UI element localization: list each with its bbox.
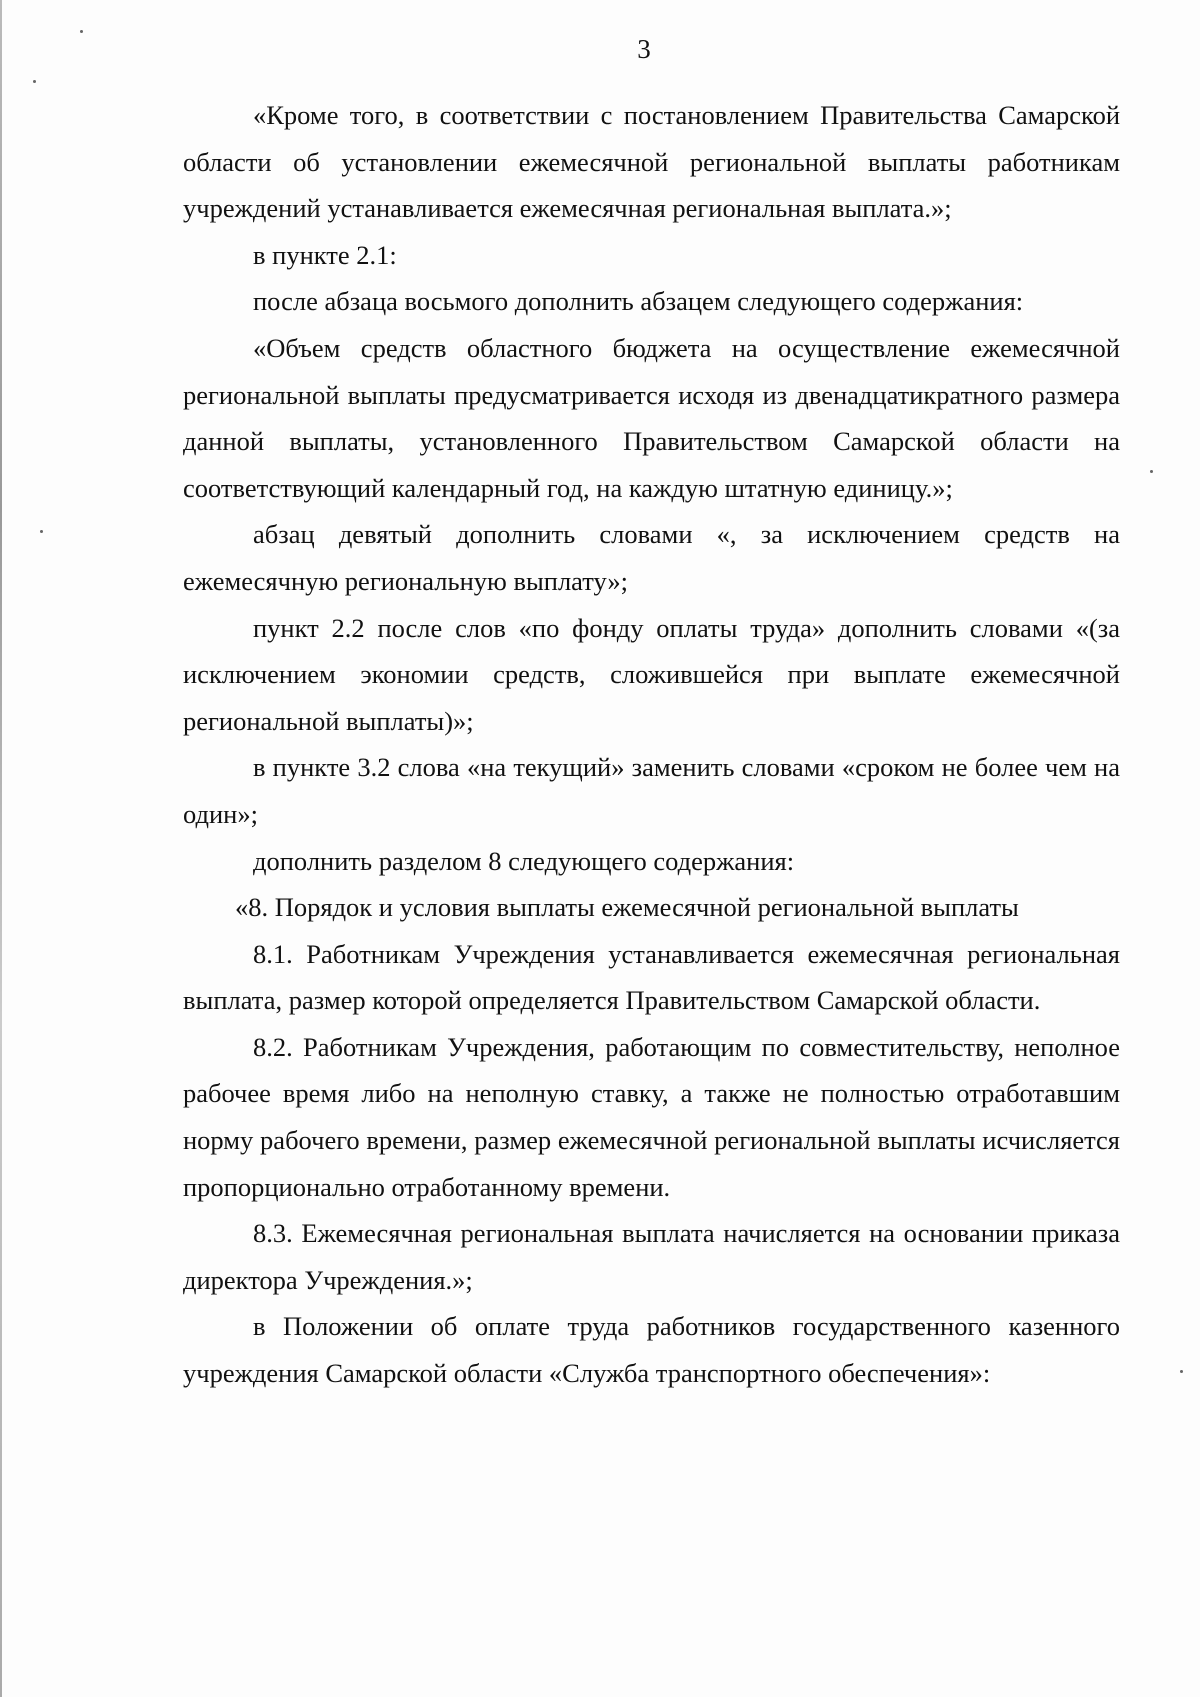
paragraph: пункт 2.2 после слов «по фонду оплаты труда» дополнить словами «(за исключением экономии средств, сложившейся при выплате ежемесячной региональной выплаты)»;: [183, 612, 1120, 736]
paragraph: 8.2. Работникам Учреждения, работающим по совместительству, неполное рабочее время либо на неполную ставку, а также не полностью отработавшим норму рабочего времени, размер ежемесячной региональной выплаты исчисляется пропорционально отработанному времени.: [183, 1031, 1120, 1202]
scan-edge: [0, 0, 2, 1697]
paragraph: дополнить разделом 8 следующего содержания:: [253, 845, 795, 876]
paragraph: в пункте 2.1:: [253, 239, 397, 270]
scan-speck: [1180, 1370, 1183, 1373]
scan-speck: [33, 80, 36, 83]
paragraph: после абзаца восьмого дополнить абзацем следующего содержания:: [253, 286, 1024, 317]
paragraph: в пункте 3.2 слова «на текущий» заменить словами «сроком не более чем на один»;: [183, 752, 1120, 829]
page-number: 3: [637, 34, 651, 64]
paragraph: «Объем средств областного бюджета на осуществление ежемесячной региональной выплаты предусматривается исходя из двенадцатикратного размера данной выплаты, установленного Правительством Самарской области на соответствующий календарный год, на каждую штатную единицу.»;: [183, 332, 1120, 503]
paragraph: абзац девятый дополнить словами «, за исключением средств на ежемесячную региональную выплату»;: [183, 519, 1120, 596]
section-heading: «8. Порядок и условия выплаты ежемесячной региональной выплаты: [235, 892, 1019, 923]
scan-speck: [80, 30, 83, 33]
document-body: [183, 92, 1120, 1397]
scan-speck: [1150, 470, 1153, 473]
paragraph: 8.3. Ежемесячная региональная выплата начисляется на основании приказа директора Учреждения.»;: [183, 1218, 1120, 1295]
paragraph: в Положении об оплате труда работников государственного казенного учреждения Самарской области «Служба транспортного обеспечения»:: [183, 1311, 1120, 1389]
paragraph: 8.1. Работникам Учреждения устанавливается ежемесячная региональная выплата, размер которой определяется Правительством Самарской области.: [183, 938, 1120, 1016]
scan-speck: [40, 530, 43, 533]
paragraph: «Кроме того, в соответствии с постановлением Правительства Самарской области об установлении ежемесячной региональной выплаты работникам учреждений устанавливается ежемесячная региональная выплата.»;: [183, 100, 1120, 224]
